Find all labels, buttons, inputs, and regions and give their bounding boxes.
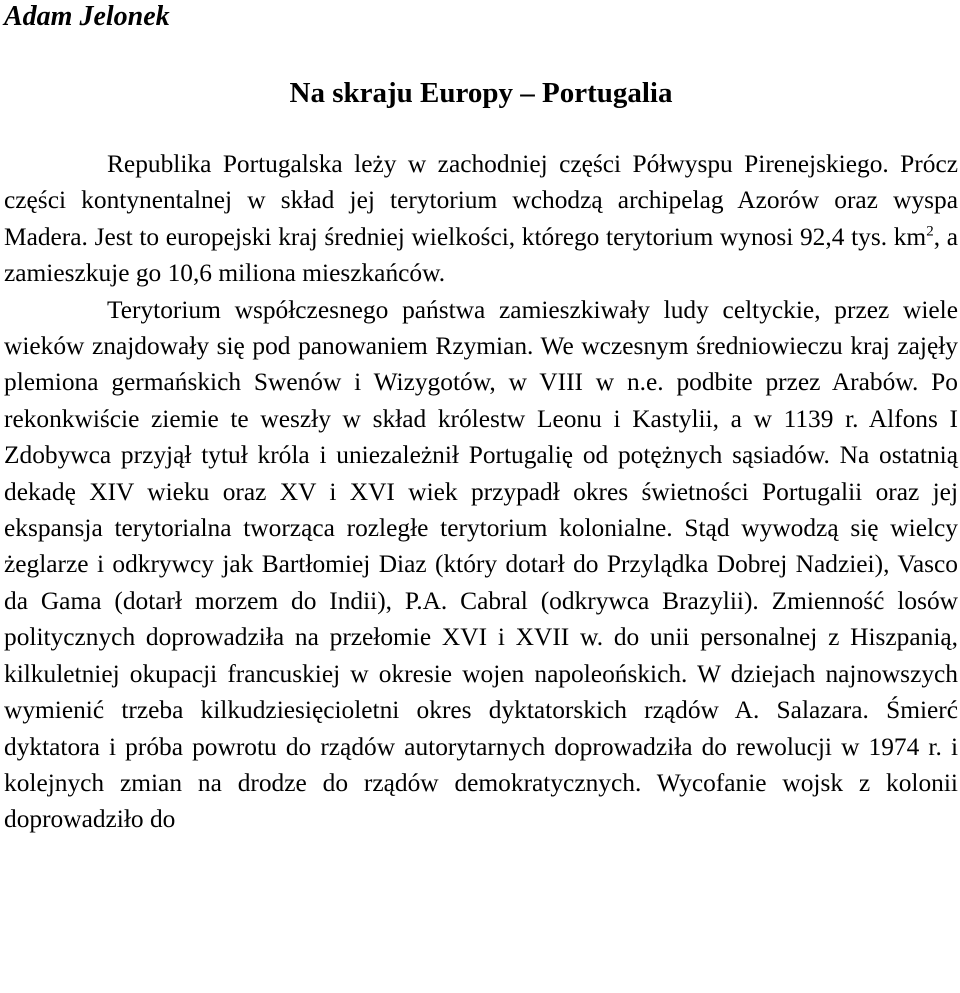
paragraph-1-text-end: , a zamieszkuje go 10,6 miliona mieszkańców.: [4, 222, 958, 288]
author-name: Adam Jelonek: [4, 1, 170, 32]
paragraph-1-text: Republika Portugalska leży w zachodniej części Półwyspu Pirenejskiego. Prócz części kontynentalnej w skład jej terytorium wchodzą archipelag Azorów oraz wyspa Madera. Jest to europejski kraj średniej wielkości, którego terytorium wynosi 92,4 tys. km: [4, 150, 958, 251]
paragraph-2: Terytorium współczesnego państwa zamieszkiwały ludy celtyckie, przez wiele wieków znajdowały się pod panowaniem Rzymian. We wczesnym średniowieczu kraj zajęły plemiona germańskich Swenów i Wizygotów, w VIII w n.e. podbite przez Arabów. Po rekonkwiście ziemie te weszły w skład królestw Leonu i Kastylii, a w 1139 r. Alfons I Zdobywca przyjął tytuł króla i uniezależnił Portugalię od potężnych sąsiadów. Na ostatnią dekadę XIV wieku oraz XV i XVI wiek przypadł okres świetności Portugalii oraz jej ekspansja terytorialna tworząca rozległe terytorium kolonialne. Stąd wywodzą się wielcy żeglarze i odkrywcy jak Bartłomiej Diaz (który dotarł do Przylądka Dobrej Nadziei), Vasco da Gama (dotarł morzem do Indii), P.A. Cabral (odkrywca Brazylii). Zmienność losów politycznych doprowadziła na przełomie XVI i XVII w. do unii personalnej z Hiszpanią, kilkuletniej okupacji francuskiej w okresie wojen napoleońskich. W dziejach najnowszych wymienić trzeba kilkudziesięcioletni okres dyktatorskich rządów A. Salazara. Śmierć dyktatora i próba powrotu do rządów autorytarnych doprowadziła do rewolucji w 1974 r. i kolejnych zmian na drodze do rządów demokratycznych. Wycofanie wojsk z kolonii doprowadziło do: [4, 295, 958, 834]
superscript-2: 2: [926, 223, 934, 240]
paragraph-1: [4, 146, 958, 292]
article-body: [4, 146, 958, 838]
article-title: Na skraju Europy – Portugalia: [289, 77, 673, 109]
